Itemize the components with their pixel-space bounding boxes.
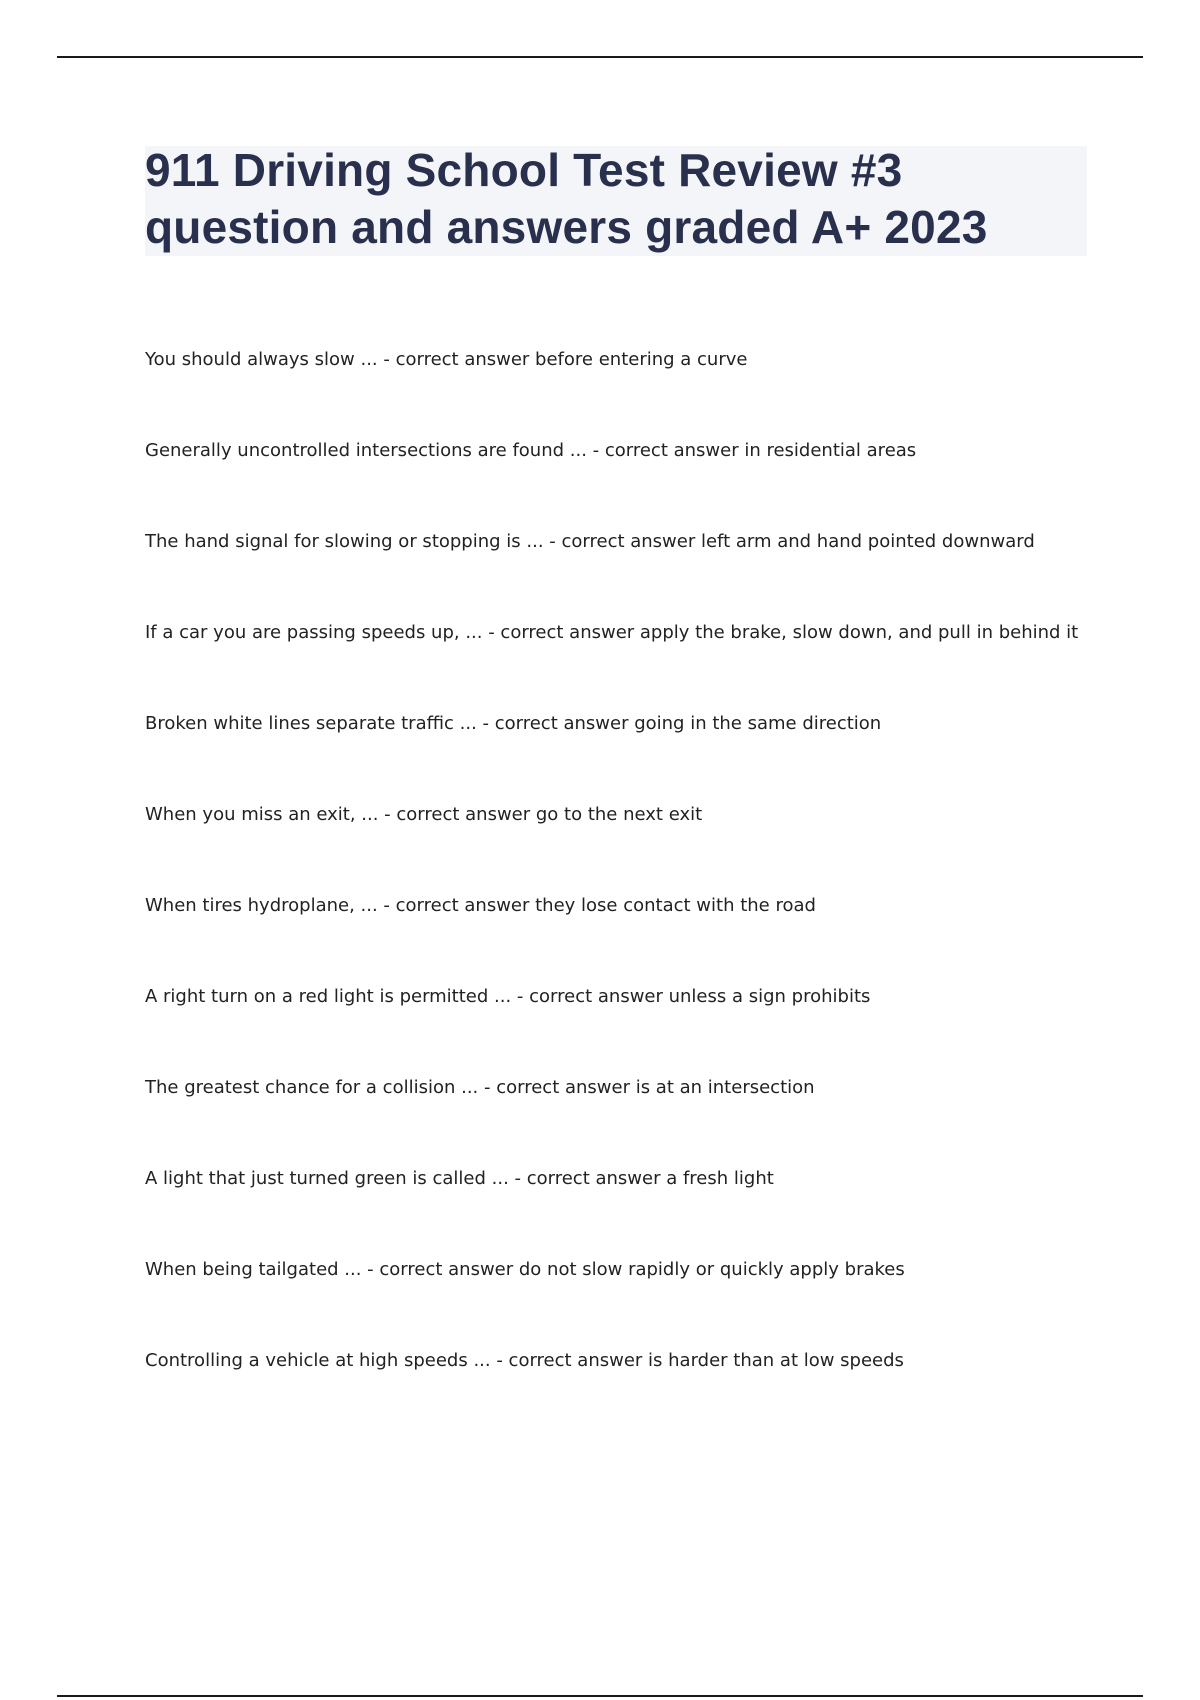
document-title: 911 Driving School Test Review #3 question and answers graded A+ 2023: [145, 144, 988, 253]
qa-item-slow-curve: You should always slow ... - correct answer before entering a curve: [145, 349, 748, 370]
qa-item-missed-exit: When you miss an exit, ... - correct answer go to the next exit: [145, 804, 703, 825]
qa-item-hand-signal-stopping: The hand signal for slowing or stopping is ... - correct answer left arm and hand pointed downward: [145, 531, 1035, 552]
question-answer-list: [145, 346, 1135, 1438]
qa-item-hydroplane: When tires hydroplane, ... - correct answer they lose contact with the road: [145, 895, 816, 916]
qa-item-fresh-light: A light that just turned green is called ... - correct answer a fresh light: [145, 1168, 774, 1189]
qa-item-right-on-red: A right turn on a red light is permitted ... - correct answer unless a sign prohibits: [145, 986, 871, 1007]
bottom-page-rule: [57, 1695, 1143, 1697]
qa-item-tailgated: When being tailgated ... - correct answer do not slow rapidly or quickly apply brakes: [145, 1259, 905, 1280]
qa-item-broken-white-lines: Broken white lines separate traffic ... - correct answer going in the same direction: [145, 713, 882, 734]
qa-item-uncontrolled-intersections: Generally uncontrolled intersections are found ... - correct answer in residential areas: [145, 440, 917, 461]
qa-item-passing-speeds-up: If a car you are passing speeds up, ... - correct answer apply the brake, slow down, and pull in behind it: [145, 622, 1079, 643]
qa-item-collision-chance: The greatest chance for a collision ... - correct answer is at an intersection: [145, 1077, 815, 1098]
top-page-rule: [57, 56, 1143, 58]
qa-item-high-speeds: Controlling a vehicle at high speeds ... - correct answer is harder than at low speeds: [145, 1350, 904, 1371]
